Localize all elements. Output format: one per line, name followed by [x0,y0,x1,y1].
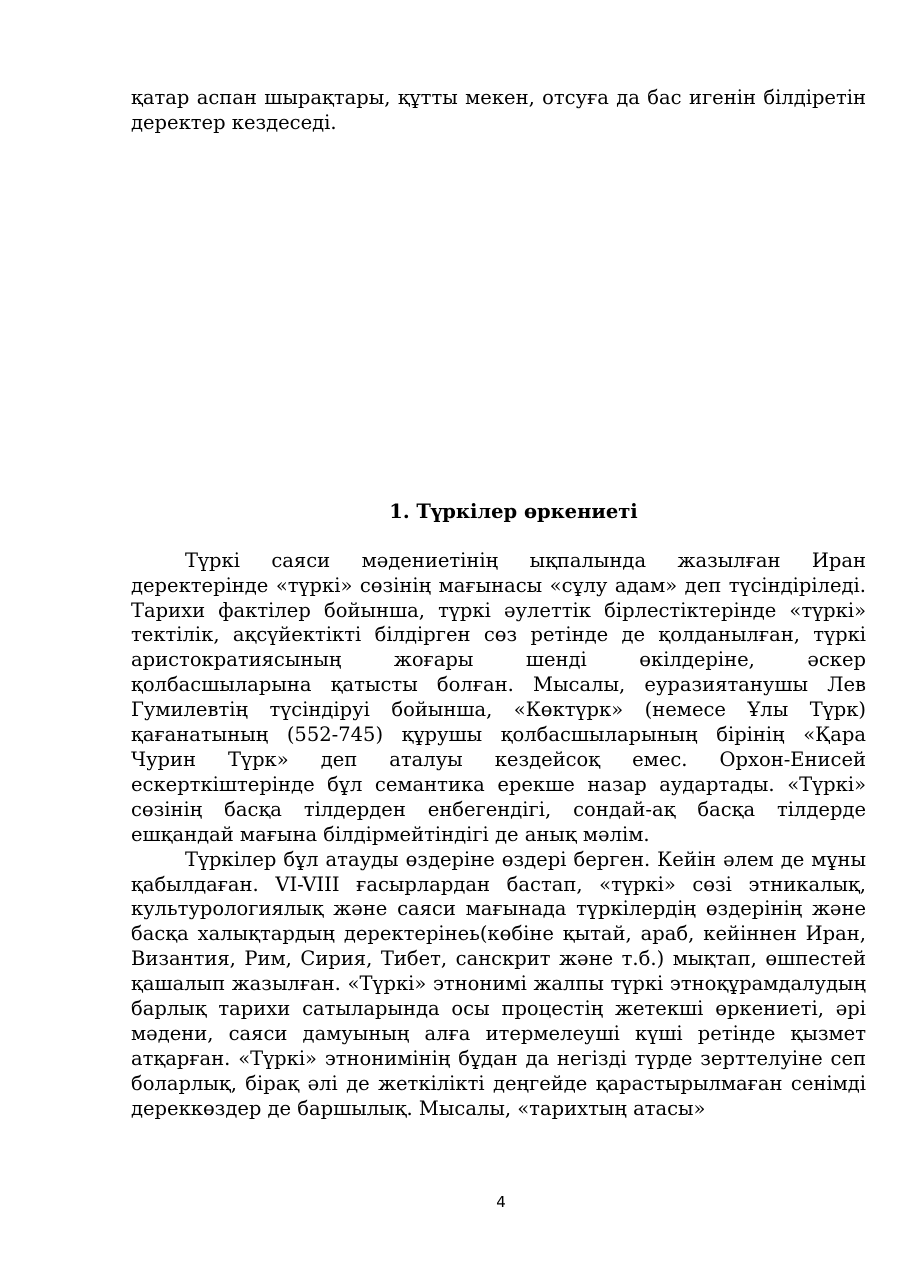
page-number: 4 [496,1193,506,1211]
body-paragraph: Түркі саяси мәдениетінің ықпалында жазылған Иран деректерінде «түркі» сөзінің мағынасы «сұлу адам» деп түсіндіріледі. Тарихи фактілер бойынша, түркі әулеттік бірлестіктерінде «түркі» тектілік, ақсүйектікті білдірген сөз ретінде де қолданылған, түркі аристократиясының жоғары шенді өкілдеріне, әскер қолбасшыларына қатысты болған. Мысалы, еуразиятанушы Лев Гумилевтің түсіндіруі бойынша, «Көктүрк» (немесе Ұлы Түрк) қағанатының (552-745) құрушы қолбасшыларының бірінің «Қара Чурин Түрк» деп аталуы кездейсоқ емес. Орхон-Енисей ескерткіштерінде бұл семантика ерекше назар аудартады. «Түркі» сөзінің басқа тілдерден енбегендігі, сондай-ақ басқа тілдерде ешқандай мағына білдірмейтіндігі де анық мәлім. [131,548,866,846]
body-paragraph: Түркілер бұл атауды өздеріне өздері берген. Кейін әлем де мұны қабылдаған. VI-VIII ғасырлардан бастап, «түркі» сөзі этникалық, культурологиялық және саяси мағынада түркілердің өздерінің және басқа халықтардың деректерінеь(көбіне қытай, араб, кейіннен Иран, Византия, Рим, Сирия, Тибет, санскрит және т.б.) мықтап, өшпестей қашалып жазылған. «Түркі» этнонимі жалпы түркі этноқұрамдалудың барлық тарихи сатыларында осы процестің жетекші өркениеті, әрі мәдени, саяси дамуының алға итермелеуші күші ретінде қызмет атқарған. «Түркі» этнонимінің бұдан да негізді түрде зерттелуіне сеп боларлық, бірақ әлі де жеткілікті деңгейде қарастырылмаған сенімді дереккөздер де баршылық. Мысалы, «тарихтың атасы» [131,847,866,1120]
section-heading: 1. Түркілер өркениеті [389,499,638,523]
intro-paragraph: қатар аспан шырақтары, құтты мекен, отсуға да бас игенін білдіретін деректер кездеседі. [131,86,866,134]
page-content [131,86,866,1122]
